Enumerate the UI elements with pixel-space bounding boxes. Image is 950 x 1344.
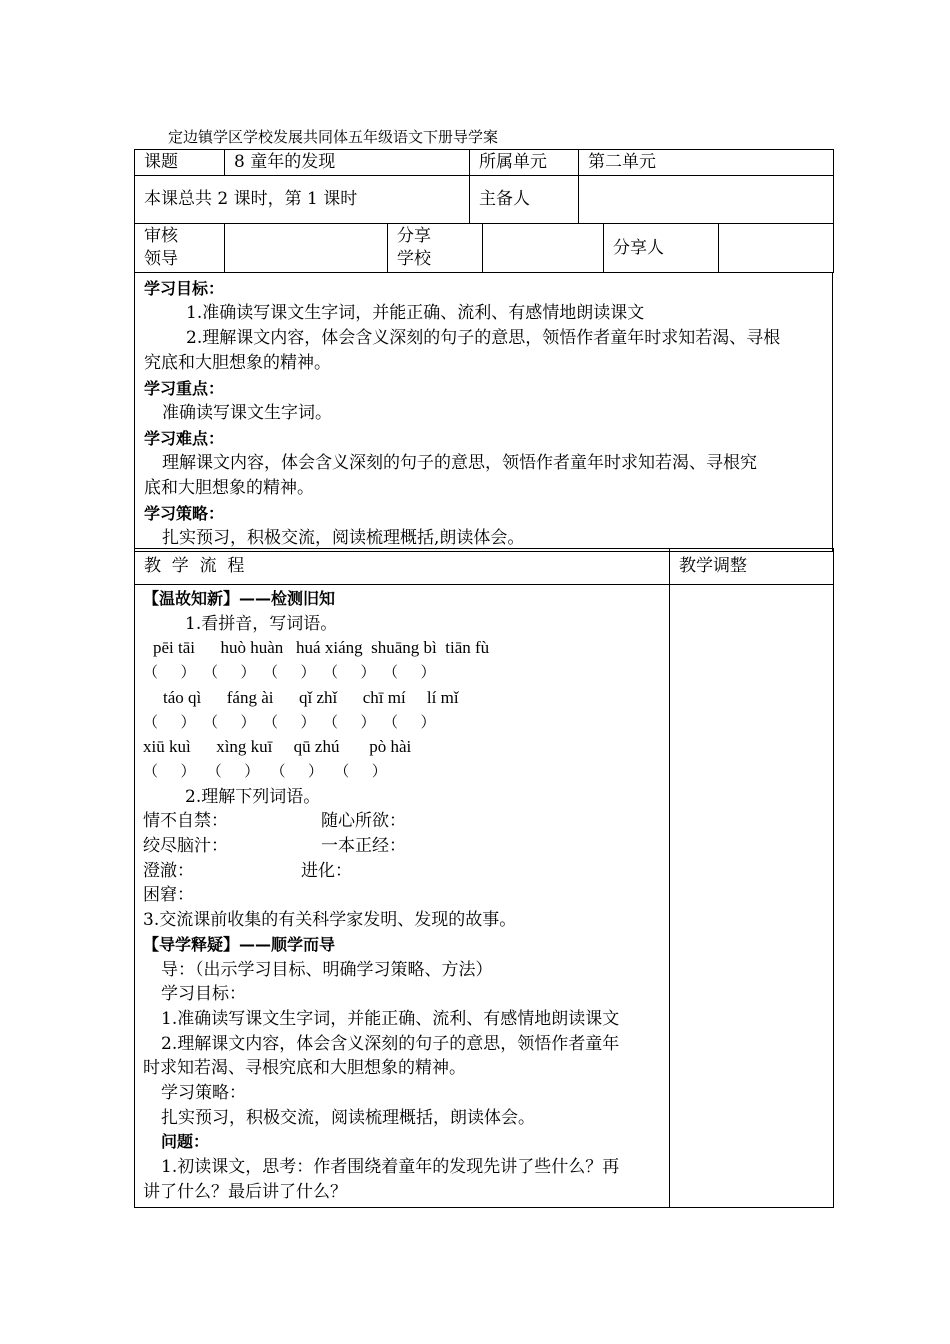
guide-intro: 导：（出示学习目标、明确学习策略、方法） xyxy=(161,959,493,980)
unit-label: 所属单元 xyxy=(470,150,579,176)
flow-table xyxy=(134,548,834,1208)
word-row-1 xyxy=(143,809,661,834)
difficulty-text-a: 理解课文内容，体会含义深刻的句子的意思，领悟作者童年时求知若渴、寻根究 xyxy=(162,453,757,473)
word-4: 一本正经： xyxy=(321,836,406,857)
word-5: 澄澈： xyxy=(143,860,194,881)
guide-goal-1: 1.准确读写课文生字词，并能正确、流利、有感情地朗读课文 xyxy=(161,1008,620,1029)
pinyin-row-1: pēi tāi huò huàn huá xiáng shuāng bì tiān fù xyxy=(153,638,490,658)
goal-item-1: 1.准确读写课文生字词，并能正确、流利、有感情地朗读课文 xyxy=(186,303,645,323)
paren-row-2: （ ） （ ） （ ） （ ） （ ） xyxy=(143,714,436,731)
review-q2: 2.理解下列词语。 xyxy=(185,786,321,807)
lesson-label: 课题 xyxy=(135,150,225,176)
word-6: 进化： xyxy=(301,860,352,881)
document-header: 定边镇学区学校发展共同体五年级语文下册导学案 xyxy=(168,128,499,146)
strategy-title: 学习策略： xyxy=(144,504,225,523)
adjust-header: 教学调整 xyxy=(670,549,834,585)
goals-cell xyxy=(135,273,833,552)
sharer-value xyxy=(719,224,834,273)
pinyin-row-2: táo qì fáng ài qǐ zhǐ chī mí lí mǐ xyxy=(163,687,459,707)
word-1: 情不自禁： xyxy=(143,811,228,832)
unit-value: 第二单元 xyxy=(579,150,834,176)
goals-table xyxy=(134,272,833,552)
flow-content xyxy=(135,585,670,1208)
flow-header: 教 学 流 程 xyxy=(135,549,670,585)
questions-title: 问题： xyxy=(161,1132,210,1152)
info-table-review xyxy=(134,223,834,273)
sharer-label: 分享人 xyxy=(604,224,719,273)
difficulty-title: 学习难点： xyxy=(144,429,225,448)
guide-goals-title: 学习目标： xyxy=(161,984,246,1005)
info-table-top xyxy=(134,149,834,224)
guide-heading: 【导学释疑】——顺学而导 xyxy=(143,934,336,954)
review-leader-label: 审核 领导 xyxy=(135,224,225,273)
word-row-3 xyxy=(143,859,661,884)
review-q3: 3.交流课前收集的有关科学家发明、发现的故事。 xyxy=(143,910,517,931)
share-school-label: 分享 学校 xyxy=(388,224,483,273)
word-row-2 xyxy=(143,834,661,859)
guide-goal-2b: 时求知若渴、寻根究底和大胆想象的精神。 xyxy=(143,1058,466,1079)
question-1a: 1.初读课文，思考：作者围绕着童年的发现先讲了些什么？再 xyxy=(161,1157,620,1178)
pinyin-row-3: xiū kuì xìng kuī qū zhú pò hài xyxy=(143,737,412,757)
review-leader-value xyxy=(225,224,388,273)
lesson-value: 8 童年的发现 xyxy=(225,150,470,176)
word-2: 随心所欲： xyxy=(321,811,406,832)
preparer-value xyxy=(579,176,834,224)
guide-strategy-title: 学习策略： xyxy=(161,1083,246,1104)
goals-title: 学习目标： xyxy=(144,279,225,298)
word-7: 困窘： xyxy=(143,885,194,906)
word-3: 绞尽脑汁： xyxy=(143,836,228,857)
guide-goal-2a: 2.理解课文内容，体会含义深刻的句子的意思，领悟作者童年 xyxy=(161,1033,620,1054)
share-school-value xyxy=(483,224,604,273)
paren-row-3: （ ） （ ） （ ） （ ） xyxy=(143,763,387,780)
goal-item-2a: 2.理解课文内容，体会含义深刻的句子的意思，领悟作者童年时求知若渴、寻根 xyxy=(186,328,781,348)
strategy-text: 扎实预习，积极交流，阅读梳理概括,朗读体会。 xyxy=(162,528,525,548)
difficulty-text-b: 底和大胆想象的精神。 xyxy=(144,478,314,498)
preparer-label: 主备人 xyxy=(470,176,579,224)
review-heading: 【温故知新】——检测旧知 xyxy=(143,589,336,608)
paren-row-1: （ ） （ ） （ ） （ ） （ ） xyxy=(143,665,436,682)
review-q1: 1.看拼音，写词语。 xyxy=(185,613,338,634)
question-1b: 讲了什么？最后讲了什么？ xyxy=(143,1181,347,1202)
focus-text: 准确读写课文生字词。 xyxy=(162,403,332,423)
focus-title: 学习重点： xyxy=(144,379,225,398)
goal-item-2b: 究底和大胆想象的精神。 xyxy=(144,353,331,373)
guide-strategy-text: 扎实预习，积极交流，阅读梳理概括，朗读体会。 xyxy=(161,1107,535,1128)
adjust-content xyxy=(670,585,834,1208)
periods-text: 本课总共 2 课时，第 1 课时 xyxy=(135,176,470,224)
